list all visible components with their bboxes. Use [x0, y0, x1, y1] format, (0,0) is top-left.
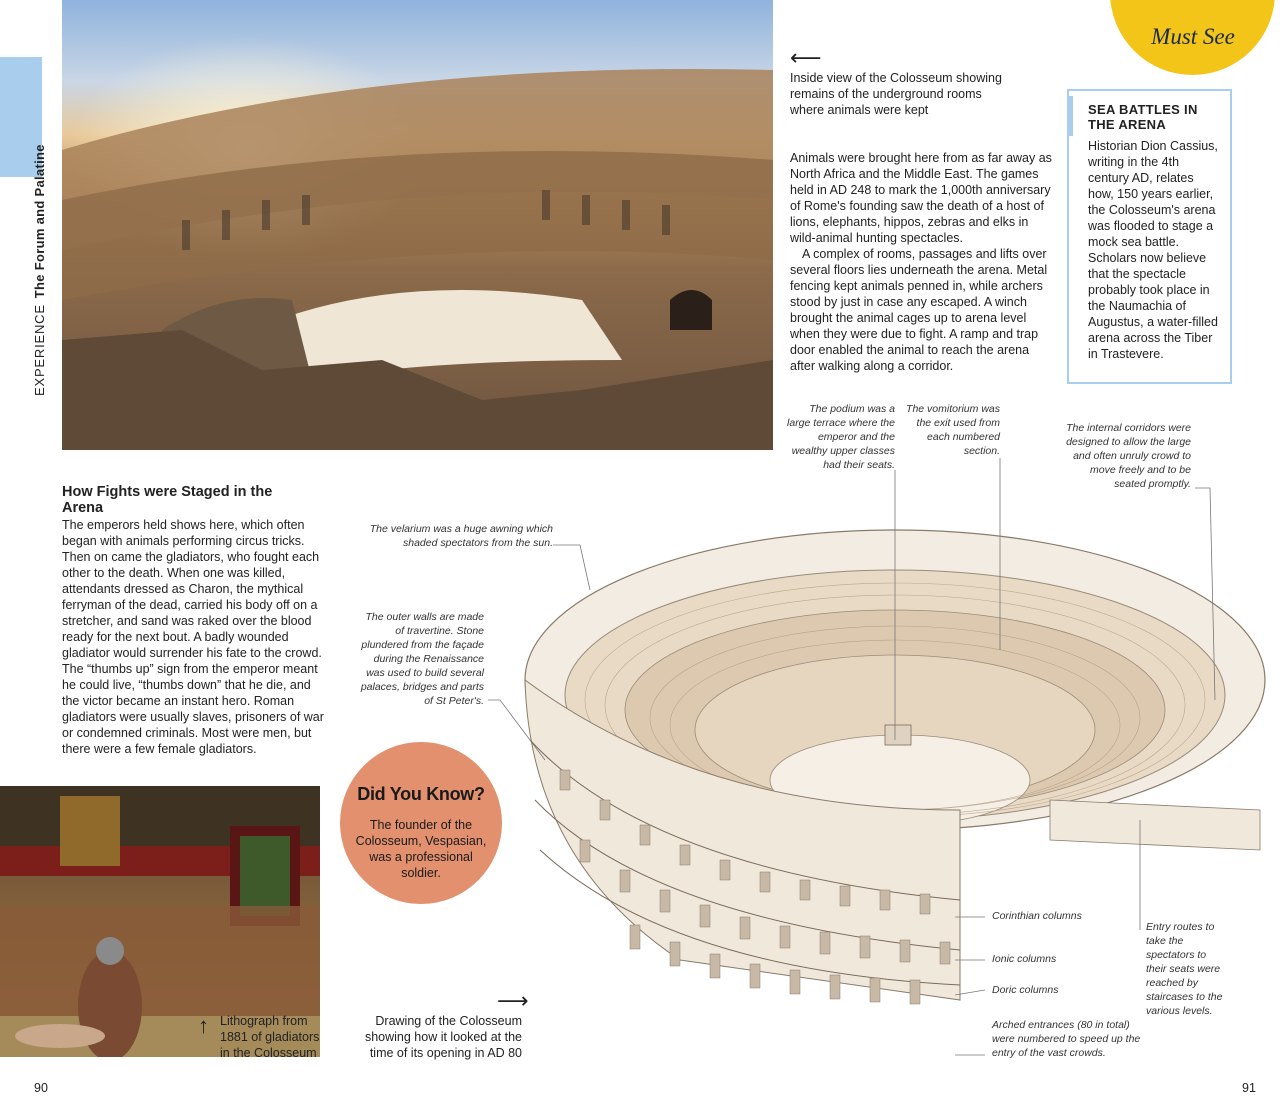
arrow-right-icon: ⟶ — [497, 988, 529, 1013]
arrow-left-icon: ⟵ — [790, 45, 822, 70]
section-heading: How Fights were Staged in the Arena — [62, 484, 273, 516]
sidebar-text: Historian Dion Cassius, writing in the 4th century AD, relates how, 150 years earlier, the Colosseum's arena was flooded to stage a mock sea battle. Scholars now believe that the spectacle probably took place in the Naumachia of Augustus, a water-filled arena across the Tiber in Trastevere. — [1088, 139, 1218, 361]
annotation-velarium: The velarium was a huge awning which shaded spectators from the sun. — [369, 523, 553, 549]
did-you-know-text: The founder of the Colosseum, Vespasian, was a professional soldier. — [355, 818, 487, 880]
chapter-name: The Forum and Palatine — [32, 144, 47, 299]
annotation-podium: The podium was a large terrace where the emperor and the wealthy upper classes had their seats. — [787, 403, 895, 471]
drawing-caption: Drawing of the Colosseum showing how it looked at the time of its opening in AD 80 — [364, 1014, 522, 1060]
arrow-up-icon: ↑ — [198, 1013, 209, 1038]
lithograph-caption: Lithograph from 1881 of gladiators in the Colosseum — [220, 1014, 320, 1060]
annotation-vomitorium: The vomitorium was the exit used from each numbered section. — [906, 403, 1000, 457]
annotation-outer-walls: The outer walls are made of travertine. Stone plundered from the façade during the Renaissance was used to build several palaces, bridges and parts of St Peter's. — [360, 611, 484, 707]
page-number-right: 91 — [1242, 1081, 1256, 1095]
body-paragraph: Animals were brought here from as far away as North Africa and the Middle East. The games held in AD 248 to mark the 1,000th anniversary of Rome's founding saw the death of a host of lions, elephants, hippos, zebras and elks in wild-animal hunting spectacles. — [790, 151, 1052, 245]
page-number-left: 90 — [34, 1081, 48, 1095]
annotation-corinthian: Corinthian columns — [992, 910, 1082, 922]
must-see-label: Must See — [1151, 24, 1235, 49]
annotation-entry-routes: Entry routes to take the spectators to their seats were reached by staircases to the various levels. — [1146, 921, 1223, 1017]
did-you-know-title: Did You Know? — [357, 784, 485, 804]
annotation-ionic: Ionic columns — [992, 953, 1057, 965]
annotation-corridors: The internal corridors were designed to allow the large and often unruly crowd to move freely and to be seated promptly. — [1066, 422, 1191, 490]
section-name: EXPERIENCE — [32, 304, 47, 396]
annotation-arched-entrances: Arched entrances (80 in total) were numbered to speed up the entry of the vast crowds. — [992, 1019, 1141, 1059]
body-paragraph: A complex of rooms, passages and lifts over several floors lies underneath the arena. Metal fencing kept animals penned in, while archers stood by just in case any escaped. A winch brought the animal cages up to arena level when they were due to fight. A ramp and trap door enabled the animal to reach the arena after walking along a corridor. — [790, 247, 1048, 373]
sidebar-title: SEA BATTLES IN THE ARENA — [1088, 102, 1198, 132]
interior-caption: Inside view of the Colosseum showing remains of the underground rooms where animals were kept — [790, 71, 1002, 117]
fights-text: The emperors held shows here, which often began with animals performing circus tricks. Then on came the gladiators, who fought each other to the death. When one was killed, attendants dressed as Charon, the mythical ferryman of the dead, carried his body off on a stretcher, and sand was raked over the blood ready for the next bout. A badly wounded gladiator would surrender his fate to the crowd. The “thumbs up” sign from the emperor meant he could live, “thumbs down” that he die, and the victor became an instant hero. Roman gladiators were usually slaves, prisoners of war or condemned criminals. Most were men, but there were a few female gladiators. — [62, 518, 324, 756]
annotation-doric: Doric columns — [992, 984, 1059, 996]
